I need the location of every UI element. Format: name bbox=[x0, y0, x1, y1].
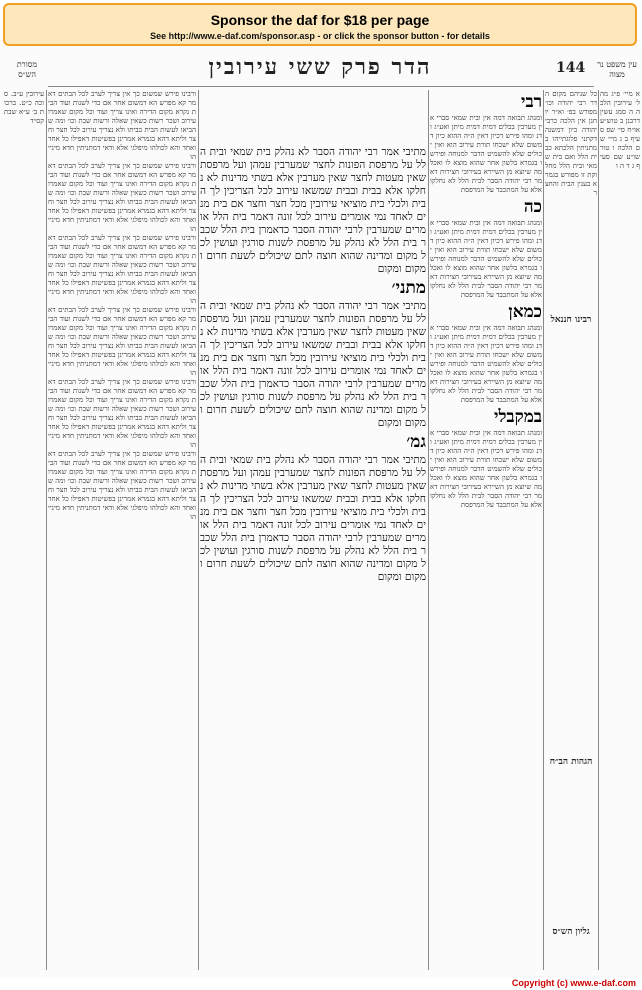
masoret-text: עירובין ע״ב. סוכה כ״ט. ברכות ב׳ ע״א שבת קס״ד bbox=[4, 90, 44, 125]
header-rule bbox=[48, 86, 594, 87]
rabbeinu-chananel-text: כל שניהם מקום הדר רבי יהודה וכו׳ מפורש בפ׳ וא״ר יוחנן אין הלכה כרבי יהודה כיון דמשנה דקתני פלוגתייהו במתניתין הלכתא כבית הלל ואם בית שמאי ובית הלל מחלוקת זו מפורש בגמרא בענין הבית והחצר bbox=[545, 90, 597, 197]
gemara-word: גמ׳ bbox=[406, 432, 426, 452]
tosafot-text: ורבינו פירש שמשום כך אין צריך לערב לכל הבתים דאמר קא מפרש הא דמשום אחר אם כדי לשנות ועוד הבית נקרא מקום הדירה ואינו צריך ועוד וכל מקום שאמרו עירוב ושכר רשות כשאין שאלה ורשות שבת וכו׳ ומה שהביאו לעשות הבית בביתו ולא נצריך עירוב לכל חצר וחצר וליתא דהא בגמרא אמרינן בפשיטות דאפילו כל אחד ואחד והא לכולהו מיפלגי אלא ודאי דמתניתין חדא מינייהו bbox=[48, 90, 196, 161]
rashi-kaman-word: כמאן bbox=[508, 302, 542, 322]
page-number: 144 bbox=[556, 60, 586, 76]
tosafot-text-2: ורבינו פירש שמשום כך אין צריך לערב לכל הבתים דאמר קא מפרש הא דמשום אחר אם כדי לשנות ועוד הבית נקרא מקום הדירה ואינו צריך ועוד וכל מקום שאמרו עירוב ושכר רשות כשאין שאלה ורשות שבת וכו׳ ומה שהביאו לעשות הבית בביתו ולא נצריך עירוב לכל חצר וחצר וליתא דהא בגמרא אמרינן בפשיטות דאפילו כל אחד ואחד והא לכולהו מיפלגי אלא ודאי דמתניתין חדא מינייהו bbox=[48, 162, 196, 233]
tosafot-text-4: ורבינו פירש שמשום כך אין צריך לערב לכל הבתים דאמר קא מפרש הא דמשום אחר אם כדי לשנות ועוד הבית נקרא מקום הדירה ואינו צריך ועוד וכל מקום שאמרו עירוב ושכר רשות כשאין שאלה ורשות שבת וכו׳ ומה שהביאו לעשות הבית בביתו ולא נצריך עירוב לכל חצר וחצר וליתא דהא בגמרא אמרינן בפשיטות דאפילו כל אחד ואחד והא לכולהו מיפלגי אלא ודאי דמתניתין חדא מינייהו bbox=[48, 306, 196, 377]
rashi-text-3: ומנהג תבואה דמה אין ובית שמאי סברי אין מערבין בכלים דמית דמית מיתן ואע״ג ודנ ומהו פירש דכיון דאין ה״ה ההוא כיון דמשום שלא ישכחו תורת עירוב הוא ואין יכולים שלא להשמיט הדבר למנוחה ופירשו בגמרא בלשון אחר שהוא מוצא לו ואכל מה שיוצא מן השיירא בעירובי חצירות דאמר רבי יהודה הסבר לבית הלל לא נחלקו אלא על המתכבד על המרפסת bbox=[430, 324, 542, 404]
separator-right-margin bbox=[598, 90, 599, 970]
rabbeinu-chananel-column bbox=[545, 90, 597, 970]
copyright-link[interactable]: Copyright (c) www.e-daf.com bbox=[511, 978, 636, 988]
gilyon-label: גליון הש״ס bbox=[552, 927, 590, 937]
rabbeinu-chananel-label: רבינו חננאל bbox=[550, 315, 592, 325]
tosafot-column bbox=[48, 90, 196, 970]
talmud-page bbox=[0, 46, 642, 978]
gemara-column bbox=[200, 146, 426, 966]
page-title: הדר פרק ששי עירובין bbox=[208, 54, 432, 80]
rashi-text-2: ומנהג תבואה דמה אין ובית שמאי סברי אין מערבין בכלים דמית דמית מיתן ואע״ג ודנ ומהו פירש דכיון דאין ה״ה ההוא כיון דמשום שלא ישכחו תורת עירוב הוא ואין יכולים שלא להשמיט הדבר למנוחה ופירשו בגמרא בלשון אחר שהוא מוצא לו ואכל מה שיוצא מן השיירא בעירובי חצירות דאמר רבי יהודה הסבר לבית הלל לא נחלקו אלא על המתכבד על המרפסת bbox=[430, 219, 542, 299]
separator-tosafot bbox=[198, 90, 199, 970]
rashi-text: ומנהג תבואה דמה אין ובית שמאי סברי אין מערבין בכלים דמית דמית מיתן ואע״ג ודנ ומהו פירש דכיון דאין ה״ה ההוא כיון דמשום שלא ישכחו תורת עירוב הוא ואין יכולים שלא להשמיט הדבר למנוחה ופירשו בגמרא בלשון אחר שהוא מוצא לו ואכל מה שיוצא מן השיירא בעירובי חצירות דאמר רבי יהודה הסבר לבית הלל לא נחלקו אלא על המתכבד על המרפסת bbox=[430, 114, 542, 194]
separator-left-margin bbox=[46, 90, 47, 970]
matni-word: מתני׳ bbox=[391, 278, 426, 298]
separator-rashi bbox=[428, 90, 429, 970]
rashi-text-4: ומנהג תבואה דמה אין ובית שמאי סברי אין מערבין בכלים דמית דמית מיתן ואע״ג ודנ ומהו פירש דכיון דאין ה״ה ההוא כיון דמשום שלא ישכחו תורת עירוב הוא ואין יכולים שלא להשמיט הדבר למנוחה ופירשו בגמרא בלשון אחר שהוא מוצא לו ואכל מה שיוצא מן השיירא בעירובי חצירות דאמר רבי יהודה הסבר לבית הלל לא נחלקו אלא על המתכבד על המרפסת bbox=[430, 429, 542, 509]
sponsor-title[interactable]: Sponsor the daf for $18 per page bbox=[210, 12, 430, 28]
tosafot-text-6: ורבינו פירש שמשום כך אין צריך לערב לכל הבתים דאמר קא מפרש הא דמשום אחר אם כדי לשנות ועוד הבית נקרא מקום הדירה ואינו צריך ועוד וכל מקום שאמרו עירוב ושכר רשות כשאין שאלה ורשות שבת וכו׳ ומה שהביאו לעשות הבית בביתו ולא נצריך עירוב לכל חצר וחצר וליתא דהא בגמרא אמרינן בפשיטות דאפילו כל אחד ואחד והא לכולהו מיפלגי אלא ודאי דמתניתין חדא מינייהו bbox=[48, 450, 196, 521]
ein-mishpat-header: עין משפט נר מצוה bbox=[597, 60, 637, 79]
ein-mishpat-text: א מיי׳ פ״ג מהל׳ עירובין הלכה ה סמג עשין דרבנן ב טוש״ע או״ח סי׳ שפ סעיף ב ג מיי׳ שם הלכה ו טור שו״ע שם סעיף ג ד ה ו bbox=[600, 90, 640, 170]
rashi-column bbox=[430, 90, 542, 970]
sponsor-subtitle[interactable]: See http://www.e-daf.com/sponsor.asp - or click the sponsor button - for details bbox=[150, 31, 490, 41]
hagahot-label: הגהות הב״ח bbox=[549, 757, 593, 767]
footer bbox=[0, 978, 642, 990]
masoret-column bbox=[4, 90, 44, 970]
tosafot-text-5: ורבינו פירש שמשום כך אין צריך לערב לכל הבתים דאמר קא מפרש הא דמשום אחר אם כדי לשנות ועוד הבית נקרא מקום הדירה ואינו צריך ועוד וכל מקום שאמרו עירוב ושכר רשות כשאין שאלה ורשות שבת וכו׳ ומה שהביאו לעשות הבית בביתו ולא נצריך עירוב לכל חצר וחצר וליתא דהא בגמרא אמרינן בפשיטות דאפילו כל אחד ואחד והא לכולהו מיפלגי אלא ודאי דמתניתין חדא מינייהו bbox=[48, 378, 196, 449]
rashi-second-word: כה bbox=[523, 197, 542, 217]
gemara-text-3: מתיבי אמר רבי יהודה הסבר לא נהלק בית שמאי ובית הלל על מרפסת הפונות לחצר שמערבין עמהן ועל מרפסת שאין מעטות לחצר שאין מערבין אלא בשתי מדינות לא נחלקו אלא בבית ובבית שמשאו עירוב לכל הצריכין לך הבית ולכלי בית מוציאי עירובין מכל חצר וחצר אם בית מנים לאחד נמי אומרים עירוב לכל זונה דאמר בית הלל אומרים שמערבין לרבי יהודה הסבר כדאמרן בית הלל שכבר בית הלל לא נהלק על מרפסת לשנות סורגין ועושין לכל מקום ומדינה שהוא חוצה לתם שיכולים לשעת חרום ומקום ומקום bbox=[200, 454, 426, 583]
ein-mishpat-column bbox=[600, 90, 640, 970]
masoret-header: מסורת הש״ס bbox=[16, 60, 38, 79]
tosafot-text-3: ורבינו פירש שמשום כך אין צריך לערב לכל הבתים דאמר קא מפרש הא דמשום אחר אם כדי לשנות ועוד הבית נקרא מקום הדירה ואינו צריך ועוד וכל מקום שאמרו עירוב ושכר רשות כשאין שאלה ורשות שבת וכו׳ ומה שהביאו לעשות הבית בביתו ולא נצריך עירוב לכל חצר וחצר וליתא דהא בגמרא אמרינן בפשיטות דאפילו כל אחד ואחד והא לכולהו מיפלגי אלא ודאי דמתניתין חדא מינייהו bbox=[48, 234, 196, 305]
gemara-text: מתיבי אמר רבי יהודה הסבר לא נהלק בית שמאי ובית הלל על מרפסת הפונות לחצר שמערבין עמהן ועל מרפסת שאין מעטות לחצר שאין מערבין אלא בשתי מדינות לא נחלקו אלא בבית ובבית שמשאו עירוב לכל הצריכין לך הבית ולכלי בית מוציאי עירובין מכל חצר וחצר אם בית מנים לאחד נמי אומרים עירוב לכל זונה דאמר בית הלל אומרים שמערבין לרבי יהודה הסבר כדאמרן בית הלל שכבר בית הלל לא נהלק על מרפסת לשנות סורגין ועושין לכל מקום ומדינה שהוא חוצה לתם שיכולים לשעת חרום ומקום ומקום bbox=[200, 146, 426, 275]
gemara-text-2: מתיבי אמר רבי יהודה הסבר לא נהלק בית שמאי ובית הלל על מרפסת הפונות לחצר שמערבין עמהן ועל מרפסת שאין מעטות לחצר שאין מערבין אלא בשתי מדינות לא נחלקו אלא בבית ובבית שמשאו עירוב לכל הצריכין לך הבית ולכלי בית מוציאי עירובין מכל חצר וחצר אם בית מנים לאחד נמי אומרים עירוב לכל זונה דאמר בית הלל אומרים שמערבין לרבי יהודה הסבר כדאמרן בית הלל שכבר בית הלל לא נהלק על מרפסת לשנות סורגין ועושין לכל מקום ומדינה שהוא חוצה לתם שיכולים לשעת חרום ומקום ומקום bbox=[200, 300, 426, 429]
separator-chananel bbox=[543, 90, 544, 970]
rashi-opening-word: רבי bbox=[520, 92, 542, 112]
sponsor-banner[interactable] bbox=[3, 3, 637, 46]
rashi-bimkabli-word: במקבלי bbox=[494, 407, 542, 427]
